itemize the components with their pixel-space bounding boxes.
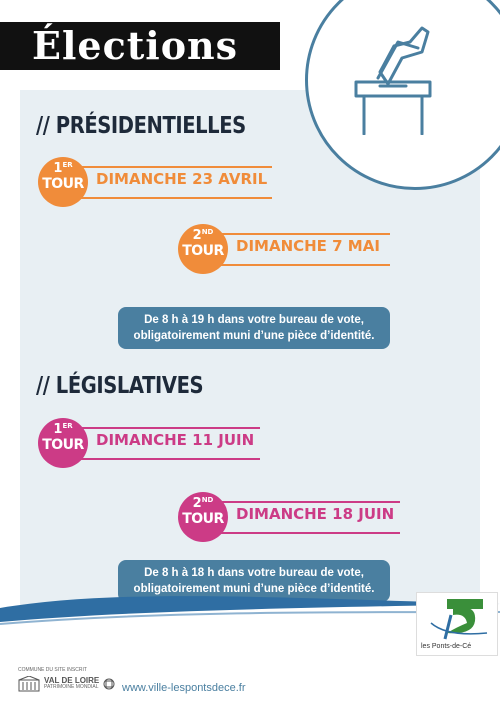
divider <box>68 197 272 199</box>
tour-badge: 2ND TOUR <box>178 224 228 274</box>
unesco-icon <box>18 676 40 692</box>
unesco-block: COMMUNE DU SITE INSCRIT VAL DE LOIRE PATRIMOINE MONDIAL <box>18 667 115 692</box>
city-logo[interactable] <box>416 592 498 656</box>
divider <box>68 458 260 460</box>
legislatives-tour2 <box>178 492 400 542</box>
page-title: Élections <box>32 23 239 68</box>
logo-text: les Ponts-de-Cé <box>421 643 472 650</box>
divider <box>68 166 272 168</box>
tour-badge: 1ER TOUR <box>38 418 88 468</box>
divider <box>208 532 400 534</box>
divider <box>208 501 400 503</box>
tour-badge: 1ER TOUR <box>38 157 88 207</box>
tour-badge: 2ND TOUR <box>178 492 228 542</box>
website-link[interactable]: www.ville-lespontsdece.fr <box>122 682 246 694</box>
presidentielles-tour2 <box>178 224 390 274</box>
world-heritage-icon <box>103 678 115 690</box>
legislatives-tour1 <box>38 418 260 468</box>
divider <box>208 233 390 235</box>
tour-date: DIMANCHE 11 JUIN <box>96 431 255 449</box>
presidentielles-info: De 8 h à 19 h dans votre bureau de vote, obligatoirement muni d’une pièce d’identité. <box>118 307 390 349</box>
divider <box>208 264 390 266</box>
tour-date: DIMANCHE 23 AVRIL <box>96 170 268 188</box>
legislatives-heading: // LÉGISLATIVES <box>36 373 204 399</box>
legislatives-info: De 8 h à 18 h dans votre bureau de vote, obligatoirement muni d’une pièce d’identité. <box>118 560 390 602</box>
divider <box>68 427 260 429</box>
tour-date: DIMANCHE 7 MAI <box>236 237 380 255</box>
presidentielles-tour1 <box>38 157 272 207</box>
ballot-box-icon <box>350 20 440 135</box>
tour-date: DIMANCHE 18 JUIN <box>236 505 395 523</box>
presidentielles-heading: // PRÉSIDENTIELLES <box>36 113 246 139</box>
